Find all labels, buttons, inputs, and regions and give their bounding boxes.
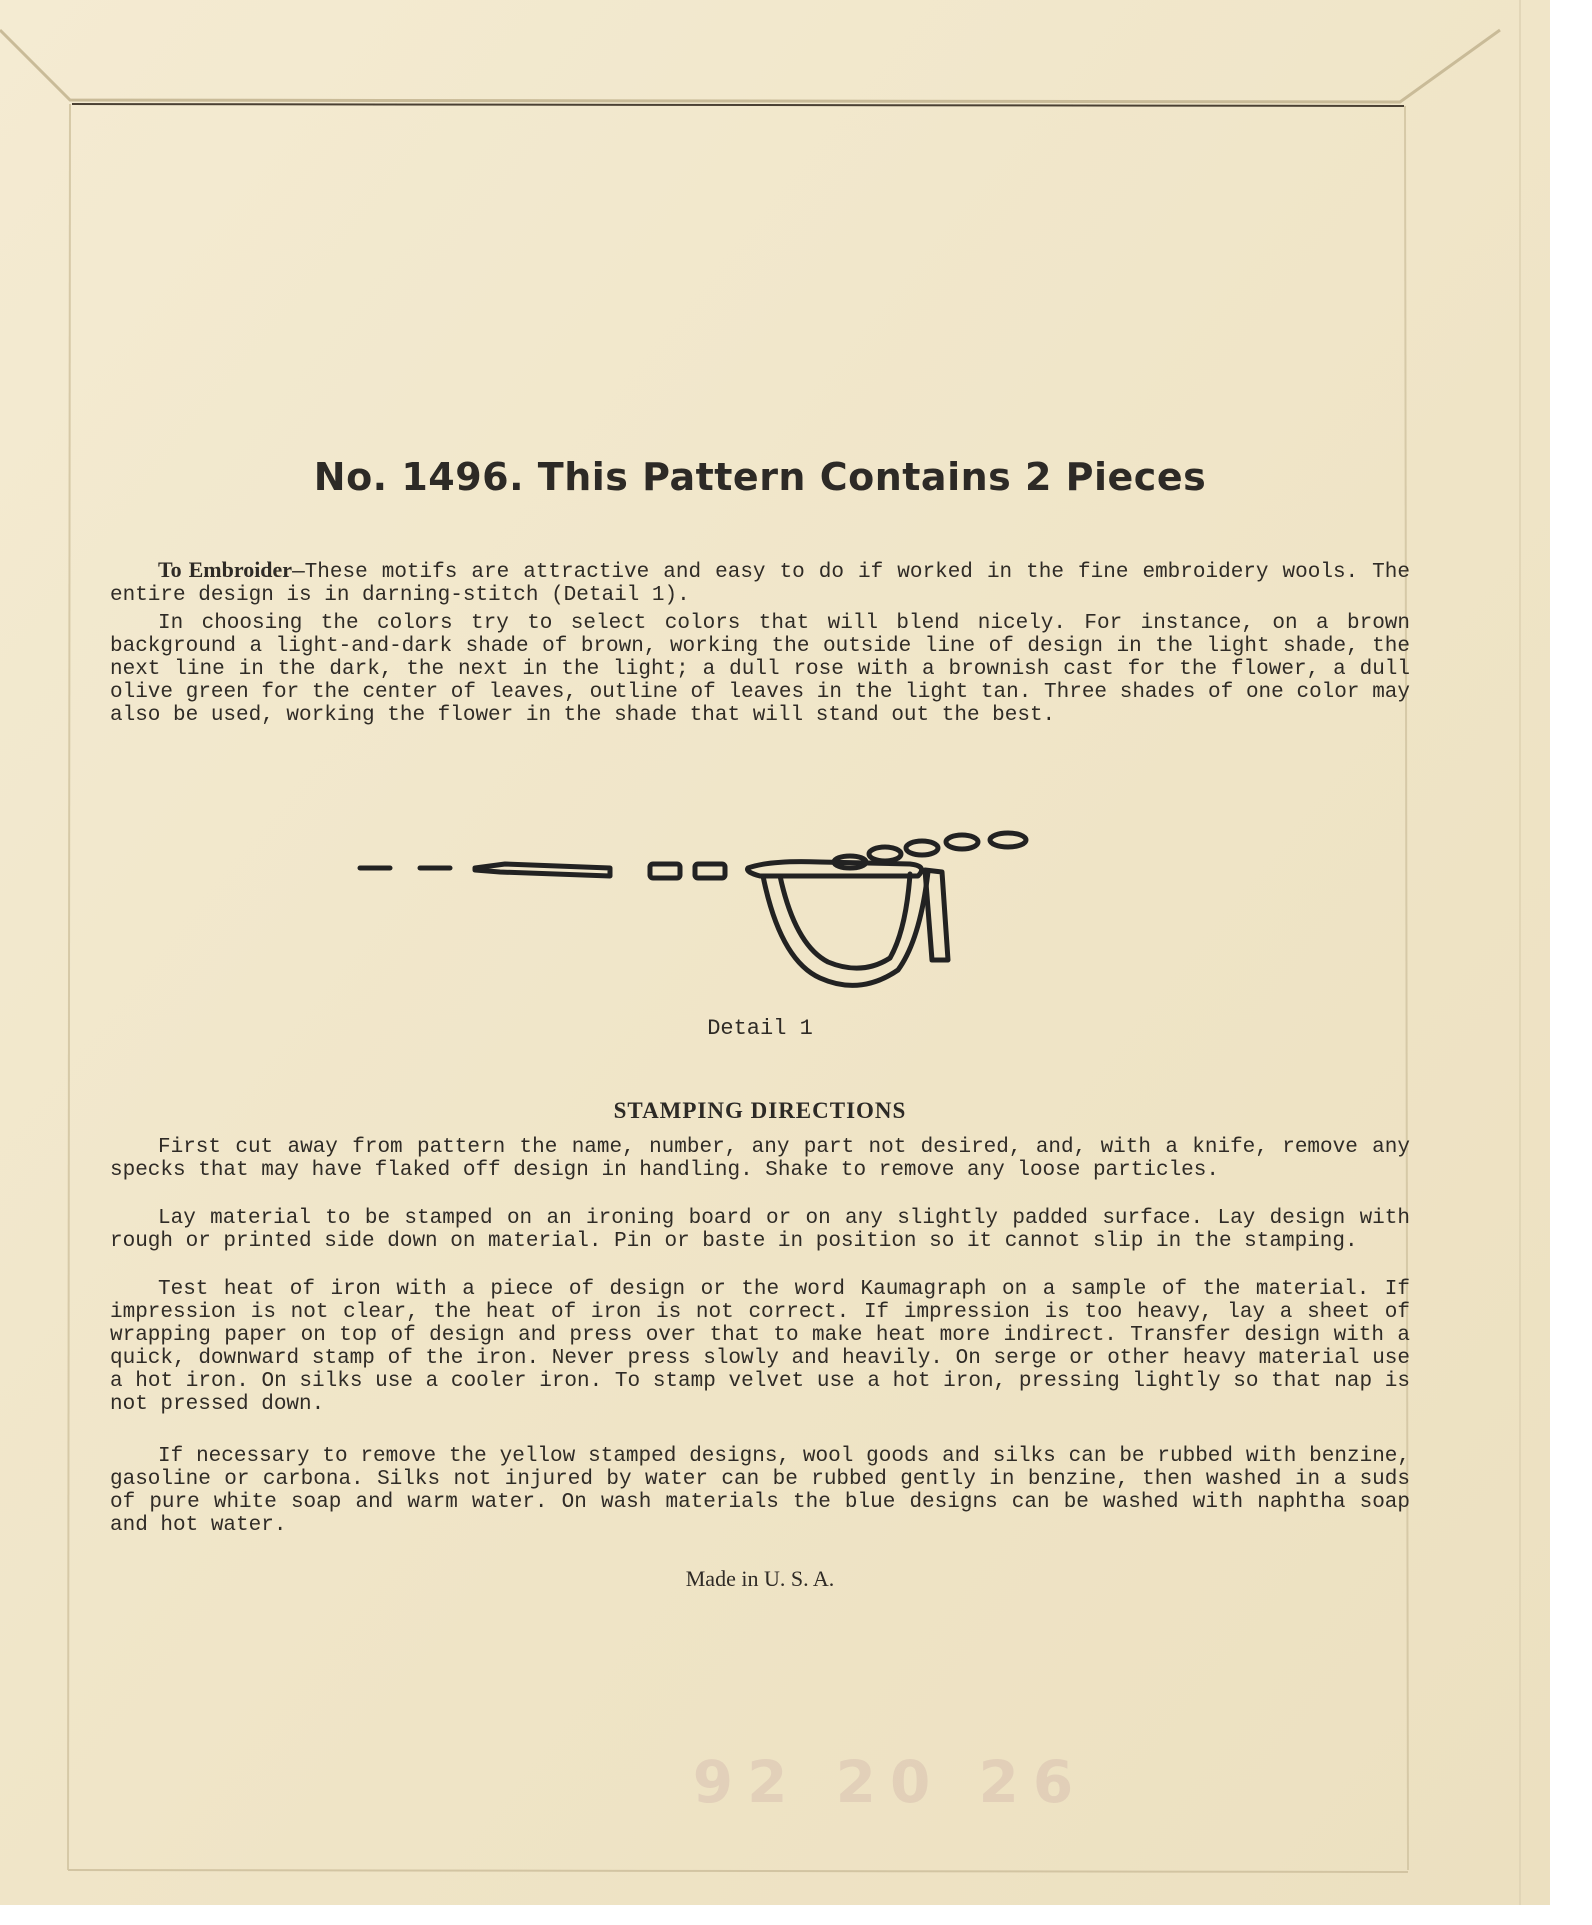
colors-paragraph: In choosing the colors try to select colors that will blend nicely. For instance, on a brown background a light-and-dark shade of brown, working the outside line of design in the light shade, the next line in the dark, the next in the light; a dull rose with a brownish cast for the flower, a dull olive green for the center of leaves, outline of leaves in the light tan. Three shades of one color may also be used, working the flower in the shade that will stand out the best. (110, 612, 1410, 727)
stamping-heading: STAMPING DIRECTIONS (613, 1098, 907, 1123)
detail-caption: Detail 1 (707, 1016, 813, 1041)
stamping-paragraph: Test heat of iron with a piece of design or the word Kaumagraph on a sample of the material. If impression is not clear, the heat of iron is not correct. If impression is too heavy, lay a sheet of wrapping paper on top of design and press over that to make heat more indirect. Transfer design with a quick, downward stamp of the iron. Never press slowly and heavily. On serge or other heavy material use a hot iron. On silks use a cooler iron. To stamp velvet use a hot iron, pressing lightly so that nap is not pressed down. (110, 1278, 1410, 1416)
faded-date-stamp: 92 20 26 (692, 1748, 1088, 1816)
embroider-text: —These motifs are attractive and easy to do if worked in the fine embroidery wools. The entire design is in darning-stitch (Detail 1). (110, 561, 1410, 607)
stamping-paragraph: If necessary to remove the yellow stamped designs, wool goods and silks can be rubbed with benzine, gasoline or carbona. Silks not injured by water can be rubbed gently in benzine, then washed in a suds of pure white soap and warm water. On wash materials the blue designs can be washed with naphtha soap and hot water. (110, 1445, 1410, 1537)
document-body (110, 0, 1410, 1905)
pattern-title: No. 1496. This Pattern Contains 2 Pieces (313, 455, 1207, 499)
made-in-usa: Made in U. S. A. (685, 1566, 835, 1591)
stamping-paragraph: First cut away from pattern the name, number, any part not desired, and, with a knife, remove any specks that may have flaked off design in handling. Shake to remove any loose particles. (110, 1136, 1410, 1182)
darning-stitch-diagram (350, 820, 1270, 1020)
embroider-label: To Embroider (158, 557, 293, 582)
stamping-paragraph: Lay material to be stamped on an ironing board or on any slightly padded surface. Lay design with rough or printed side down on material. Pin or baste in position so it cannot slip in the stamping. (110, 1207, 1410, 1253)
embroider-paragraph (110, 558, 1410, 607)
